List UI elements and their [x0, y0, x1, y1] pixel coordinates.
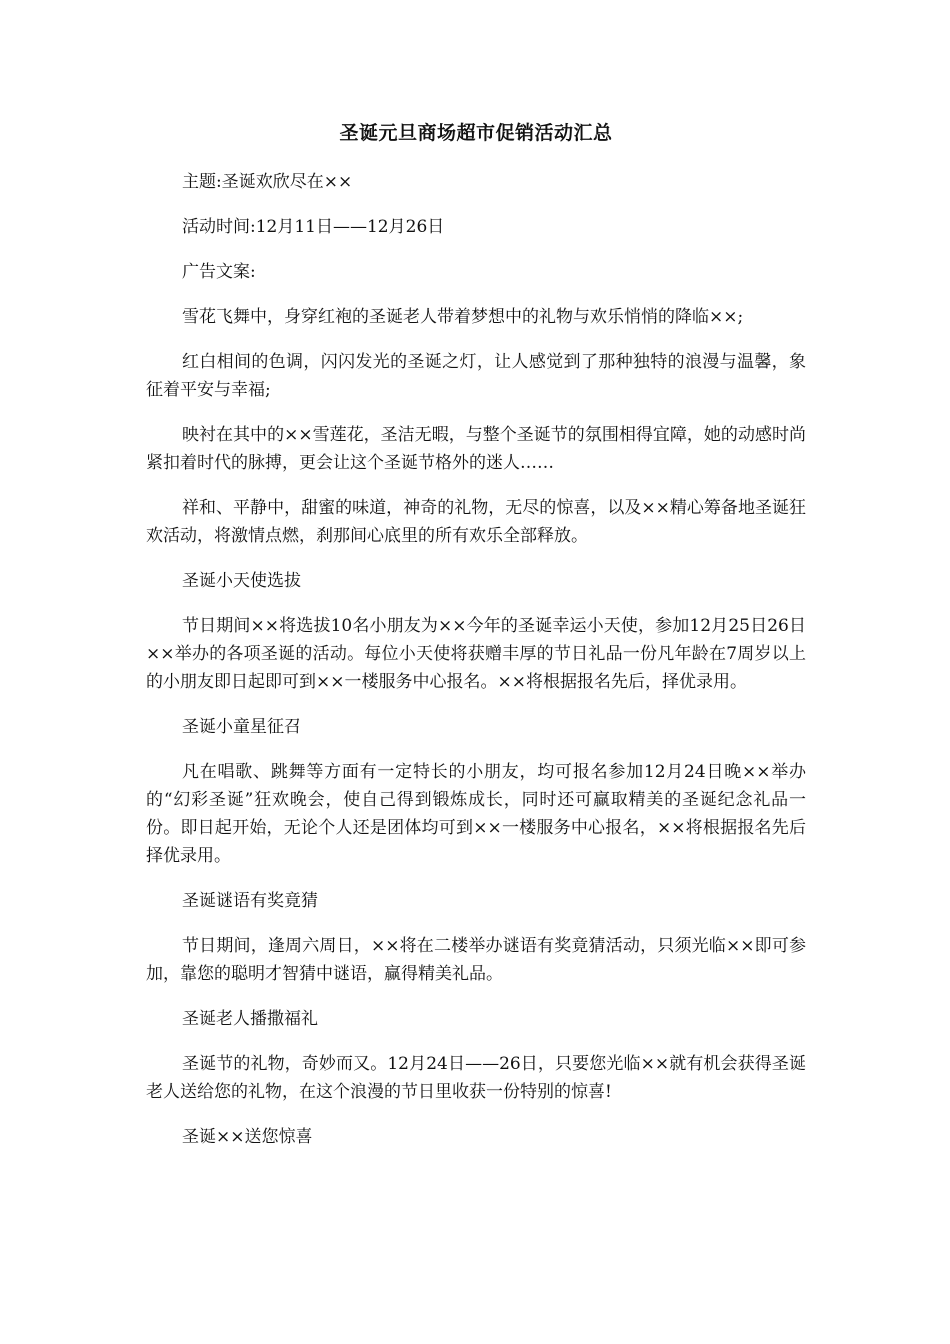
- section-heading-riddle: 圣诞谜语有奖竟猜: [182, 891, 318, 911]
- section-heading-surprise: 圣诞××送您惊喜: [182, 1127, 313, 1147]
- section-heading-child-star: 圣诞小童星征召: [182, 717, 301, 737]
- paragraph-theme: 主题:圣诞欢欣尽在××: [182, 172, 353, 192]
- paragraph-child-star: 凡在唱歌、跳舞等方面有一定特长的小朋友，均可报名参加12月24日晚××举办的“幻彩圣诞”狂欢晚会，使自己得到锻炼成长，同时还可赢取精美的圣诞纪念礼品一份。即日起开始，无论个人还是团体均可到××一楼服务中心报名，××将根据报名先后择优录用。: [146, 762, 806, 866]
- paragraph-angel: 节日期间××将选拔10名小朋友为××今年的圣诞幸运小天使，参加12月25日26日××举办的各项圣诞的活动。每位小天使将获赠丰厚的节日礼品一份凡年龄在7周岁以上的小朋友即日起即可到××一楼服务中心报名。××将根据报名先后，择优录用。: [146, 616, 806, 692]
- paragraph-riddle: 节日期间，逢周六周日，××将在二楼举办谜语有奖竟猜活动，只须光临××即可参加，靠您的聪明才智猜中谜语，赢得精美礼品。: [146, 936, 806, 984]
- paragraph-ad-copy-2: 红白相间的色调，闪闪发光的圣诞之灯，让人感觉到了那种独特的浪漫与温馨，象征着平安与幸福;: [146, 352, 806, 400]
- paragraph-santa-gift: 圣诞节的礼物，奇妙而又。12月24日——26日，只要您光临××就有机会获得圣诞老人送给您的礼物，在这个浪漫的节日里收获一份特别的惊喜!: [146, 1054, 806, 1102]
- paragraph-ad-copy-1: 雪花飞舞中，身穿红袍的圣诞老人带着梦想中的礼物与欢乐悄悄的降临××;: [182, 307, 744, 327]
- paragraph-event-time: 活动时间:12月11日——12月26日: [182, 217, 445, 237]
- paragraph-ad-copy-3: 映衬在其中的××雪莲花，圣洁无暇，与整个圣诞节的氛围相得宜障，她的动感时尚紧扣着时代的脉搏，更会让这个圣诞节格外的迷人……: [146, 425, 806, 473]
- section-heading-santa-gift: 圣诞老人播撒福礼: [182, 1009, 318, 1029]
- document-title: 圣诞元旦商场超市促销活动汇总: [339, 122, 613, 144]
- paragraph-ad-copy-heading: 广告文案:: [182, 262, 256, 282]
- paragraph-ad-copy-4: 祥和、平静中，甜蜜的味道，神奇的礼物，无尽的惊喜，以及××精心筹备地圣诞狂欢活动，将激情点燃，刹那间心底里的所有欢乐全部释放。: [146, 498, 806, 546]
- document-page: [146, 120, 806, 1168]
- section-heading-angel: 圣诞小天使选拔: [182, 571, 301, 591]
